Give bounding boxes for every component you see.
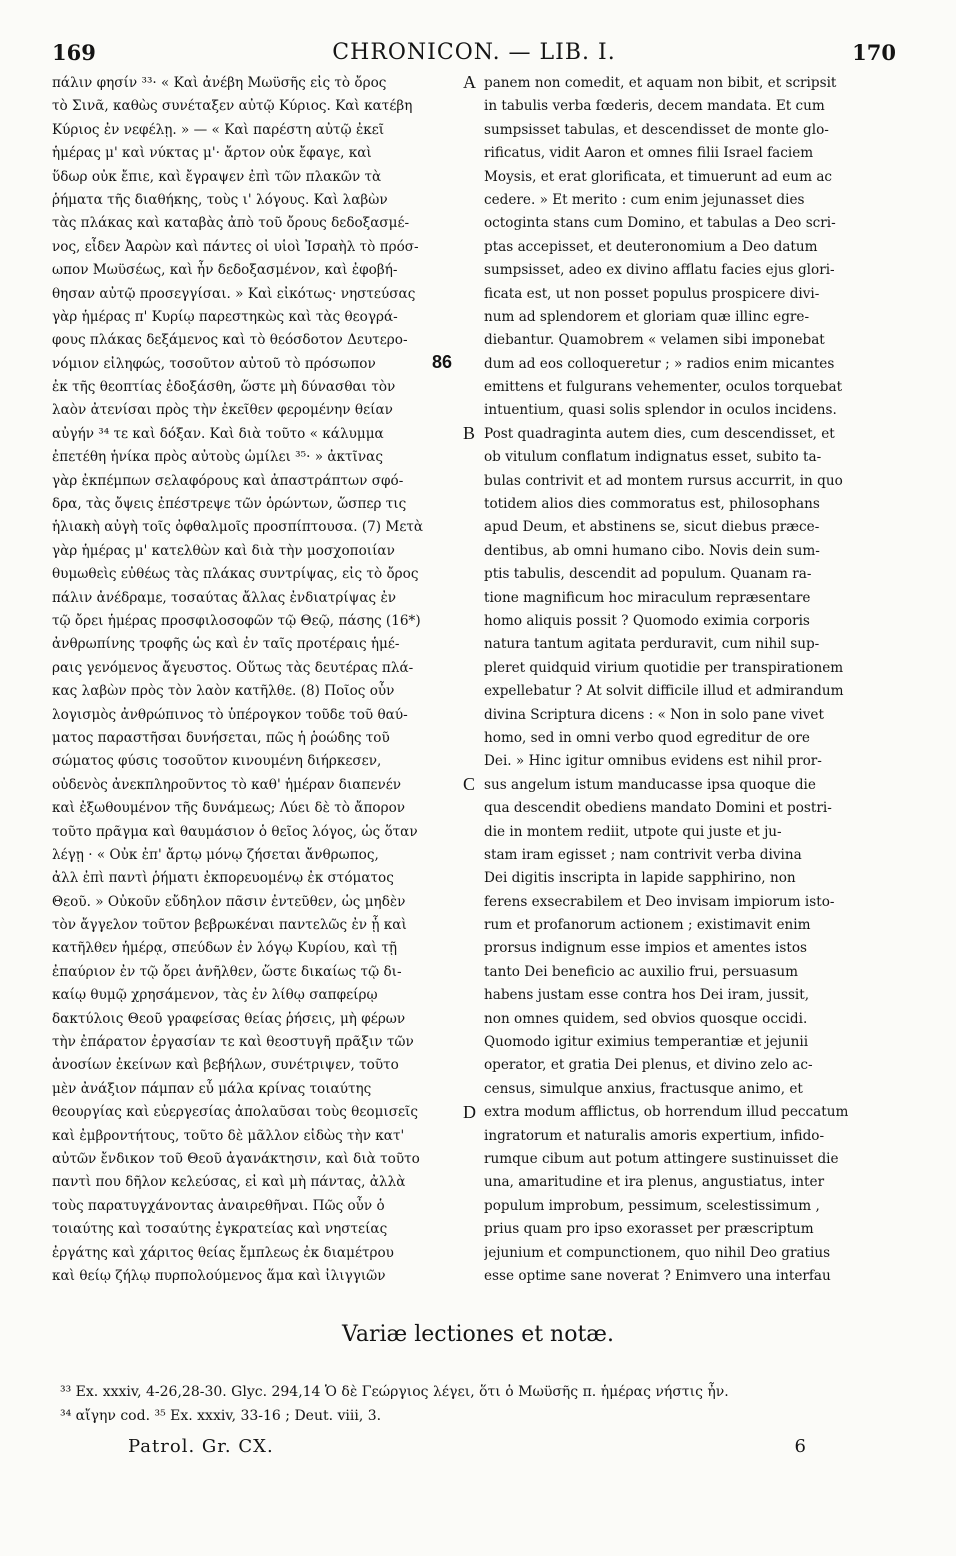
latin-text-line: ficata est, ut non posset populus prospicere divi- <box>484 285 820 302</box>
latin-text-line: apud Deum, et abstinens se, sicut diebus præce- <box>484 519 820 536</box>
latin-text-line: Dei digitis inscripta in lapide sapphirino, non <box>484 870 796 887</box>
latin-text-line: panem non comedit, et aquam non bibit, et scripsit <box>484 75 837 91</box>
greek-text-line: φους πλάκας δεξάμενος καὶ τὸ θεόσδοτον Δευτερο- <box>52 332 408 349</box>
greek-text-line: ἀλλ ἐπὶ παντὶ ῥήματι ἐκπορευομένῳ ἐκ στόματος <box>52 870 394 887</box>
greek-text-line: δρα, τὰς ὄψεις ἐπέστρεψε τῶν ὁρώντων, ὥσπερ τις <box>52 496 407 513</box>
greek-text-line: νος, εἶδεν Ἀαρὼν καὶ πάντες οἱ υἱοὶ Ἰσραὴλ τὸ πρόσ- <box>52 238 419 255</box>
greek-text-line: γὰρ ἡμέρας π' Κυρίῳ παρεστηκὼς καὶ τὰς θεογρά- <box>52 308 398 325</box>
latin-text-line: divina Scriptura dicens : « Non in solo pane vivet <box>484 706 824 723</box>
greek-text-line: ἐπαύριον ἐν τῷ ὄρει ἀνῆλθεν, ὥστε δικαίως τῷ δι- <box>52 963 402 980</box>
latin-text-line: qua descendit obediens mandato Domini et postri- <box>484 800 832 817</box>
margin-letter-b: B <box>463 423 476 443</box>
greek-text-line: θησαν αὐτῷ προσεγγίσαι. » Καὶ εἰκότως· νηστεύσας <box>52 285 416 302</box>
latin-text-line: ingratorum et naturalis amoris expertium, infido- <box>484 1127 825 1144</box>
greek-text-line: τὸ Σινᾶ, καθὼς συνέταξεν αὐτῷ Κύριος. Καὶ κατέβη <box>52 98 413 115</box>
latin-text-line: die in montem rediit, utpote qui juste et ju- <box>484 823 782 840</box>
greek-text-line: ἀνθρωπίνης τροφῆς ὡς καὶ ἐν ταῖς προτέραις ἡμέ- <box>52 636 400 653</box>
latin-text-line: emittens et fulgurans vehementer, oculos torquebat <box>484 379 843 396</box>
greek-text-line: ἐκ τῆς θεοπτίας ἐδοξάσθη, ὥστε μὴ δύνασθαι τὸν <box>52 379 396 396</box>
greek-text-line: λαὸν ἀτενίσαι πρὸς τὴν ἐκεῖθεν φερομένην θείαν <box>52 402 393 419</box>
greek-text-line: τὴν ἐπάρατον ἐργασίαν τε καὶ θεοστυγῆ πρᾶξιν τῶν <box>52 1034 414 1051</box>
footer-signature: 6 <box>794 1436 806 1457</box>
latin-text-line: tione magnificum hoc miraculum repræsentare <box>484 589 811 606</box>
greek-text-line: τοῦτο πρᾶγμα καὶ θαυμάσιον ὁ θεῖος λόγος, ὡς ὅταν <box>52 823 418 840</box>
latin-text-line: natura tantum agitata perduravit, cum nihil sup- <box>484 636 820 653</box>
latin-text-line: populum improbum, pessimum, scelestissimum , <box>484 1197 820 1214</box>
latin-text-line: cedere. » Et merito : cum enim jejunasset dies <box>484 191 805 208</box>
notes-title: Variæ lectiones et notæ. <box>342 1322 614 1347</box>
greek-text-line: ἀνοσίων ἐκείνων καὶ βεβήλων, συνέτριψεν, τοῦτο <box>52 1057 399 1074</box>
greek-text-line: αὐγήν ³⁴ τε καὶ δόξαν. Καὶ διὰ τοῦτο « κάλυμμα <box>52 425 384 442</box>
greek-text-line: οὐδενὸς ἀνεκπληροῦντος τὸ καθ' ἡμέραν διαπενέν <box>52 776 402 793</box>
note-line: ³⁴ αἴγην cod. ³⁵ Ex. xxxiv, 33-16 ; Deut. viii, 3. <box>60 1408 382 1424</box>
page-number-left: 169 <box>52 40 96 65</box>
latin-text-line: rum et profanorum actionem ; existimavit enim <box>484 917 811 934</box>
margin-letter-d: D <box>463 1102 476 1122</box>
greek-text-line: Κύριος ἐν νεφέλῃ. » — « Καὶ παρέστη αὐτῷ ἐκεῖ <box>52 121 385 138</box>
latin-text-line: ptas accepisset, et deuteronomium a Deo datum <box>484 238 818 255</box>
latin-text-line: octoginta stans cum Domino, et tabulas a Deo scri- <box>484 215 836 232</box>
greek-text-line: σώματος φύσις τοσοῦτον κινουμένη διήρκεσεν, <box>52 753 382 770</box>
greek-text-line: κατῆλθεν ἡμέρᾳ, σπεύδων ἐν λόγῳ Κυρίου, καὶ τῇ <box>52 940 398 957</box>
greek-text-line: καίῳ θυμῷ χρησάμενον, τὰς ἐν λίθῳ σαπφείρῳ <box>52 987 378 1004</box>
latin-text-line: operator, et gratia Dei plenus, et divino zelo ac- <box>484 1057 813 1074</box>
greek-text-line: μὲν ἀνάξιον πάμπαν εὖ μάλα κρίνας τοιαύτης <box>52 1080 372 1097</box>
latin-text-line: ptis tabulis, descendit ad populum. Quanam ra- <box>484 566 812 583</box>
latin-text-line: sumpsisset, adeo ex divino afflatu facies ejus glori- <box>484 262 835 279</box>
latin-text-line: prius quam pro ipso exorasset per præscriptum <box>484 1221 814 1238</box>
margin-letter-a: A <box>463 72 476 92</box>
greek-text-line: ἐργάτης καὶ χάριτος θείας ἔμπλεως ἐκ διαμέτρου <box>52 1244 394 1261</box>
latin-text-line: stam iram egisset ; nam contrivit verba divina <box>484 846 802 863</box>
latin-text-line: dentibus, ab omni humano cibo. Novis dein sum- <box>484 542 820 559</box>
latin-text-line: Dei. » Hinc igitur omnibus evidens est nihil pror- <box>484 753 822 770</box>
greek-text-line: ἡλιακὴ αὐγὴ τοῖς ὀφθαλμοῖς προσπίπτουσα. (7) Μετὰ <box>52 519 424 536</box>
greek-text-line: ραις γενόμενος ἄγευστος. Οὕτως τὰς δευτέρας πλά- <box>52 659 414 676</box>
latin-text-line: pleret quidquid virium quotidie per transpirationem <box>484 659 844 676</box>
latin-text-line: num ad splendorem et gloriam quæ illinc egre- <box>484 308 810 325</box>
note-line: ³³ Ex. xxxiv, 4-26,28-30. Glyc. 294,14 Ὁ δὲ Γεώργιος λέγει, ὅτι ὁ Μωϋσῆς π. ἡμέρας νήστις ἦν. <box>60 1384 729 1400</box>
greek-text-line: τοιαύτης καὶ τοσαύτης ἐγκρατείας καὶ νηστείας <box>52 1221 388 1238</box>
greek-text-column <box>52 72 458 1288</box>
latin-text-line: sumpsisset tabulas, et descendisset de monte glo- <box>484 121 829 138</box>
greek-text-line: καὶ θείῳ ζήλῳ πυρπολούμενος ἅμα καὶ ἰλιγγιῶν <box>52 1267 386 1284</box>
latin-text-line: rumque cibum aut potum attingere sustinuisset die <box>484 1150 839 1167</box>
greek-text-line: θυμωθεὶς εὐθέως τὰς πλάκας συντρίψας, εἰς τὸ ὄρος <box>52 566 419 583</box>
greek-text-line: τὸν ἄγγελον τοῦτον βεβρωκέναι παντελῶς ἐν ᾗ καὶ <box>52 917 407 934</box>
page-header <box>52 40 896 68</box>
latin-text-line: esse optime sane noverat ? Enimvero una interfau <box>484 1267 831 1284</box>
latin-text-line: jejunium et compunctionem, quo nihil Deo gratius <box>484 1244 831 1261</box>
greek-text-line: παντὶ που δῆλον κελεύσας, εἰ καὶ μὴ πάντας, ἀλλὰ <box>52 1174 406 1191</box>
greek-text-line: γὰρ ἡμέρας μ' κατελθὼν καὶ διὰ τὴν μοσχοποιίαν <box>52 542 395 559</box>
greek-text-line: τοὺς παρατυγχάνοντας ἀναιρεθῆναι. Πῶς οὖν ὁ <box>52 1197 385 1214</box>
notes-block <box>60 1380 900 1428</box>
greek-text-line: πάλιν φησίν ³³· « Καὶ ἀνέβη Μωϋσῆς εἰς τὸ ὄρος <box>52 75 387 91</box>
latin-text-line: habens justam esse contra hos Dei iram, jussit, <box>484 987 810 1004</box>
latin-text-line: ferens exsecrabilem et Deo invisam impiorum isto- <box>484 893 835 910</box>
latin-text-line: bulas contrivit et ad montem rursus accurrit, in quo <box>484 472 843 489</box>
latin-text-column <box>484 72 898 1288</box>
greek-text-line: γὰρ ἐκπέμπων σελαφόρους καὶ ἀπαστράπτων σφό- <box>52 472 404 489</box>
latin-text-line: rificatus, vidit Aaron et omnes filii Israel faciem <box>484 145 814 162</box>
greek-text-line: ἐπετέθη ἡνίκα πρὸς αὐτοὺς ὡμίλει ³⁵· » ἀκτῖνας <box>52 449 383 466</box>
latin-text-line: Post quadraginta autem dies, cum descendisset, et <box>484 425 835 442</box>
greek-text-line: τὰς πλάκας καὶ καταβὰς ἀπὸ τοῦ ὄρους δεδοξασμέ- <box>52 215 410 232</box>
greek-text-line: αὐτῶν ἔνδικον τοῦ Θεοῦ ἀγανάκτησιν, καὶ διὰ τοῦτο <box>52 1150 420 1167</box>
greek-text-line: ῥήματα τῆς διαθήκης, τοὺς ι' λόγους. Καὶ λαβὼν <box>52 191 388 208</box>
latin-text-line: diebantur. Quamobrem « velamen sibi imponebat <box>484 332 825 349</box>
margin-letter-c: C <box>463 774 476 794</box>
latin-text-line: tanto Dei beneficio ac auxilio frui, persuasum <box>484 963 799 980</box>
greek-text-line: κας λαβὼν πρὸς τὸν λαὸν κατῆλθε. (8) Ποῖος οὖν <box>52 683 395 700</box>
latin-text-line: Moysis, et erat glorificata, et timuerunt ad eum ac <box>484 168 833 185</box>
greek-text-line: πάλιν ἀνέδραμε, τοσαύτας ἄλλας ἐνδιατρίψας ἐν <box>52 589 397 606</box>
greek-text-line: ματος παραστῆσαι δυνήσεται, πῶς ἡ ῥοώδης τοῦ <box>52 729 390 746</box>
latin-text-line: census, simulque anxius, fractusque animo, et <box>484 1080 803 1097</box>
latin-text-line: totidem alios dies commoratus est, philosophans <box>484 496 820 513</box>
latin-text-line: prorsus indignum esse impios et amentes istos <box>484 940 807 957</box>
greek-text-line: λέγῃ · « Οὐκ ἐπ' ἄρτῳ μόνῳ ζήσεται ἄνθρωπος, <box>52 846 379 863</box>
greek-text-line: καὶ ἐξωθουμένον τῆς δυνάμεως; Λύει δὲ τὸ ἄπορον <box>52 800 406 817</box>
footer-series: Patrol. Gr. CX. <box>128 1436 274 1457</box>
latin-text-line: una, amaritudine et ira plenus, angustiatus, inter <box>484 1174 825 1191</box>
latin-text-line: Quomodo igitur eximius temperantiæ et jejunii <box>484 1034 809 1051</box>
greek-text-line: λογισμὸς ἀνθρώπινος τὸ ὑπέρογκον τοῦδε τοῦ θαύ- <box>52 706 408 723</box>
column-number-marker: 86 <box>432 352 453 372</box>
latin-text-line: ob vitulum conflatum indignatus esset, subito ta- <box>484 449 822 466</box>
latin-text-line: dum ad eos colloqueretur ; » radios enim micantes <box>484 355 835 372</box>
latin-text-line: non omnes quidem, sed obvios quosque occidi. <box>484 1010 808 1027</box>
greek-text-line: ὕδωρ οὐκ ἔπιε, καὶ ἔγραψεν ἐπὶ τῶν πλακῶν τὰ <box>52 168 382 185</box>
page-footer <box>128 1436 806 1466</box>
latin-text-line: in tabulis verba fœderis, decem mandata. Et cum <box>484 98 825 115</box>
greek-text-line: θεουργίας καὶ εὐεργεσίας ἀπολαῦσαι τοὺς θεομισεῖς <box>52 1104 419 1121</box>
greek-text-line: καὶ ἐμβροντήτους, τοῦτο δὲ μᾶλλον εἰδὼς τὴν κατ' <box>52 1127 405 1144</box>
greek-text-line: ωπον Μωϋσέως, καὶ ἦν δεδοξασμένον, καὶ ἐφοβή- <box>52 262 398 279</box>
greek-text-line: τῷ ὄρει ἡμέρας προσφιλοσοφῶν τῷ Θεῷ, πάσης (16*) <box>52 612 421 629</box>
page-number-right: 170 <box>852 40 896 65</box>
latin-text-line: homo, sed in omni verbo quod egreditur de ore <box>484 729 810 746</box>
latin-text-line: sus angelum istum manducasse ipsa quoque die <box>484 776 816 793</box>
greek-text-line: νόμιον εἰληφώς, τοσοῦτον αὐτοῦ τὸ πρόσωπον <box>52 355 376 372</box>
latin-text-line: extra modum afflictus, ob horrendum illud peccatum <box>484 1104 849 1121</box>
running-title: CHRONICON. — LIB. I. <box>332 40 616 65</box>
latin-text-line: intuentium, quasi solis splendor in oculos incidens. <box>484 402 837 419</box>
greek-text-line: Θεοῦ. » Οὐκοῦν εὔδηλον πᾶσιν ἐντεῦθεν, ὡς μηδὲν <box>52 893 406 910</box>
greek-text-line: δακτύλοις Θεοῦ γραφείσας θείας ῥήσεις, μὴ φέρων <box>52 1010 406 1027</box>
greek-text-line: ἡμέρας μ' καὶ νύκτας μ'· ἄρτον οὐκ ἔφαγε, καὶ <box>52 145 372 162</box>
latin-text-line: homo aliquis possit ? Quomodo eximia corporis <box>484 612 810 629</box>
latin-text-line: expellebatur ? At solvit difficile illud et admirandum <box>484 683 844 700</box>
